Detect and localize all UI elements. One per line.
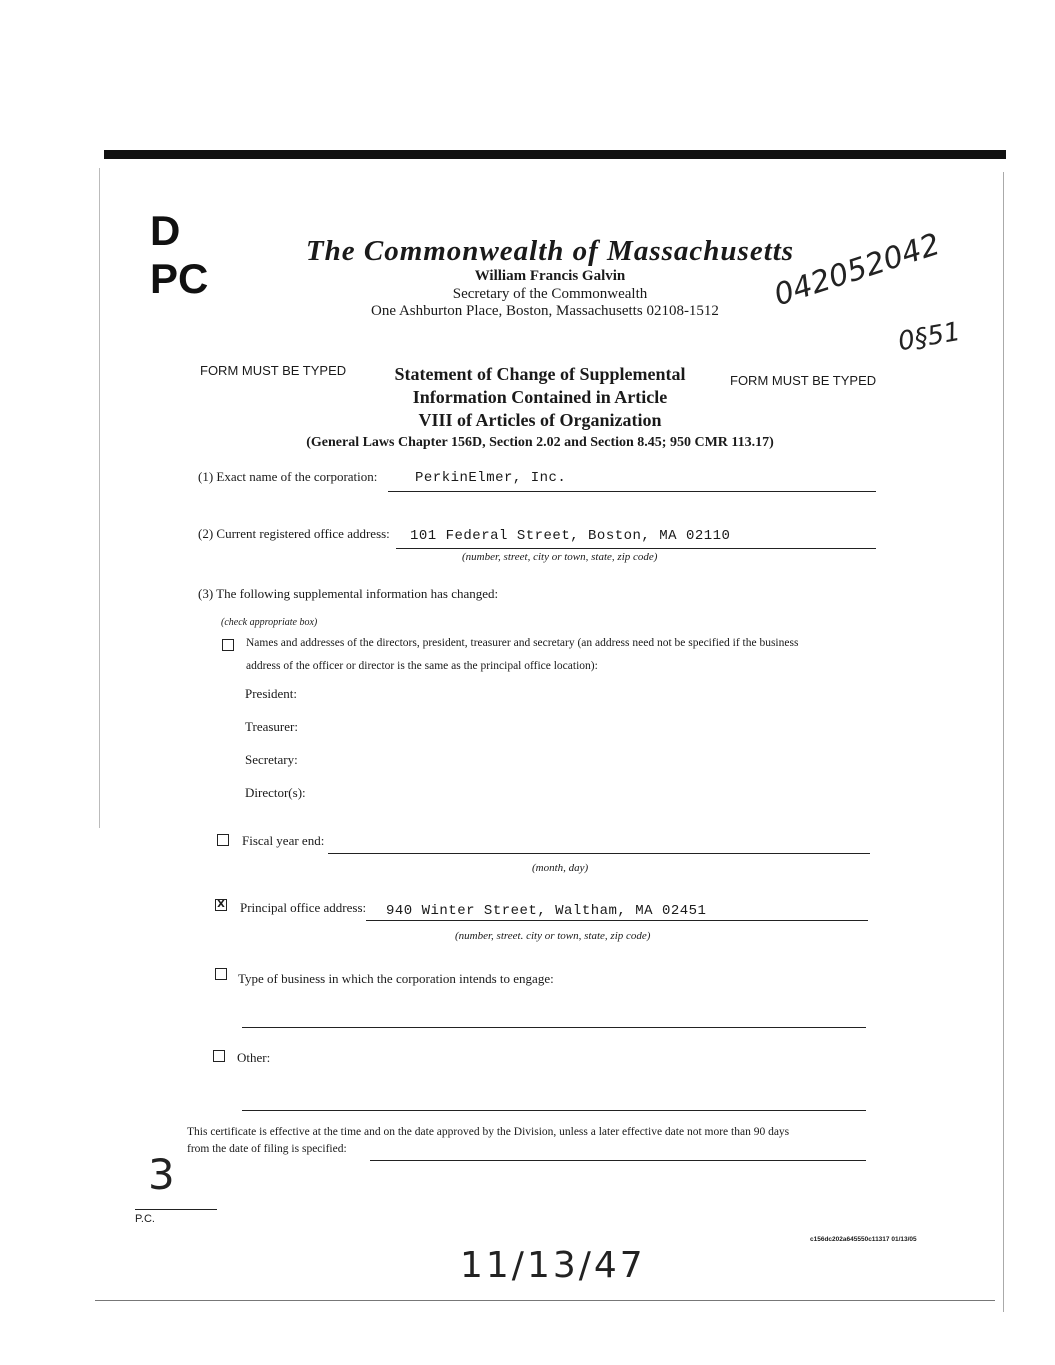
officers-text-1: Names and addresses of the directors, president, treasurer and secretary (an address need not be specified if the business [246, 637, 799, 649]
secretary-label: Secretary: [245, 752, 298, 767]
president-label: President: [245, 686, 297, 701]
form-title-line2: Information Contained in Article [412, 387, 668, 407]
top-rule [104, 150, 1006, 159]
corp-name-label: (1) Exact name of the corporation: [198, 469, 378, 484]
checkbox-fiscal[interactable] [217, 834, 229, 846]
official-name: William Francis Galvin [474, 268, 626, 284]
reg-office-hint: (number, street, city or town, state, zip code) [462, 551, 658, 563]
handwritten-date: 11/13/47 [460, 1245, 646, 1286]
corp-name-line [388, 491, 876, 492]
effective-line [370, 1160, 866, 1161]
business-line [242, 1027, 866, 1028]
fiscal-label: Fiscal year end: [242, 833, 325, 848]
effective-text-2: from the date of filing is specified: [187, 1143, 347, 1155]
principal-label: Principal office address: [240, 900, 367, 915]
handwritten-reference: 042052042 [770, 226, 945, 314]
effective-text-1: This certificate is effective at the time and on the date approved by the Division, unless a later effective date not more than 90 days [187, 1126, 790, 1138]
treasurer-label: Treasurer: [245, 719, 298, 734]
pc-number: 3 [148, 1150, 175, 1199]
check-hint: (check appropriate box) [221, 617, 318, 628]
principal-hint: (number, street. city or town, state, zip code) [455, 930, 651, 942]
checkbox-officers[interactable] [222, 639, 234, 651]
fiscal-line [328, 853, 870, 854]
pc-label: P.C. [135, 1213, 155, 1225]
form-must-be-typed-left: FORM MUST BE TYPED [200, 363, 347, 378]
supplemental-label: (3) The following supplemental information has changed: [198, 586, 499, 601]
stamp-d: D [150, 207, 181, 254]
fiscal-hint: (month, day) [532, 862, 589, 874]
pc-line [135, 1209, 217, 1210]
bottom-rule [95, 1300, 995, 1301]
official-title: Secretary of the Commonwealth [452, 286, 648, 302]
business-label: Type of business in which the corporation intends to engage: [238, 971, 554, 986]
form-must-be-typed-right: FORM MUST BE TYPED [730, 373, 877, 388]
checkbox-principal[interactable]: X [215, 899, 227, 911]
reg-office-value[interactable]: 101 Federal Street, Boston, MA 02110 [410, 528, 731, 544]
form-title-line3: VIII of Articles of Organization [418, 410, 662, 430]
left-margin-line [99, 168, 100, 828]
other-line [242, 1110, 866, 1111]
officers-text-2: address of the officer or director is the same as the principal office location): [246, 660, 598, 672]
handwritten-reference-2: 0§51 [895, 316, 963, 358]
statute-citation: (General Laws Chapter 156D, Section 2.02 and Section 8.45; 950 CMR 113.17) [306, 435, 774, 450]
principal-line [366, 920, 868, 921]
stamp-pc: PC [150, 255, 209, 302]
checkbox-other[interactable] [213, 1050, 225, 1062]
reg-office-line [396, 548, 876, 549]
other-label: Other: [237, 1050, 271, 1065]
principal-value[interactable]: 940 Winter Street, Waltham, MA 02451 [386, 903, 707, 919]
form-title-line1: Statement of Change of Supplemental [394, 364, 686, 384]
reg-office-label: (2) Current registered office address: [198, 526, 390, 541]
barcode-text: c156dc202a645550c11317 01/13/05 [810, 1236, 917, 1243]
checkbox-business[interactable] [215, 968, 227, 980]
office-address: One Ashburton Place, Boston, Massachusetts 02108-1512 [371, 303, 719, 319]
directors-label: Director(s): [245, 785, 306, 800]
seal-title: The Commonwealth of Massachusetts [305, 235, 795, 267]
right-margin-line [1003, 172, 1004, 1312]
corp-name-value[interactable]: PerkinElmer, Inc. [415, 470, 567, 486]
